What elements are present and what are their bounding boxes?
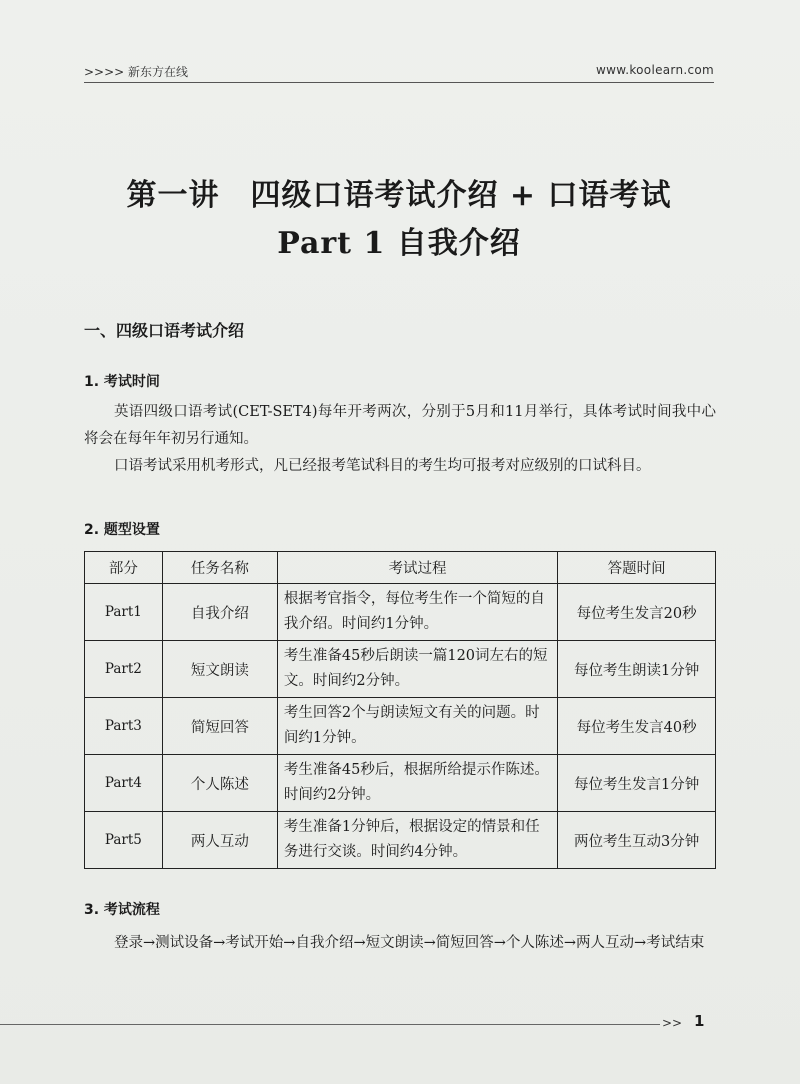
process-cell: 根据考官指令，每位考生作一个简短的自我介绍。时间约1分钟。 — [277, 584, 557, 641]
process-cell: 考生准备45秒后朗读一篇120词左右的短文。时间约2分钟。 — [277, 641, 557, 698]
time-cell: 每位考生朗读1分钟 — [558, 641, 716, 698]
column-header: 答题时间 — [558, 552, 716, 584]
header-brand: >>>> 新东方在线 — [84, 65, 189, 79]
question-types-heading: 2. 题型设置 — [84, 522, 160, 538]
exam-structure-table — [84, 551, 716, 869]
column-header: 部分 — [85, 552, 163, 584]
page-number: 1 — [694, 1012, 705, 1030]
footer-arrows: >> — [662, 1016, 683, 1030]
column-header: 任务名称 — [162, 552, 277, 584]
process-cell: 考生准备1分钟后，根据设定的情景和任务进行交谈。时间约4分钟。 — [277, 812, 557, 869]
exam-time-paragraph-1: 英语四级口语考试(CET-SET4)每年开考两次，分别于5月和11月举行，具体考试时间我中心将会在每年年初另行通知。 — [84, 404, 716, 447]
table-row — [85, 698, 716, 755]
column-header: 考试过程 — [277, 552, 557, 584]
lecture-subtitle: Part 1 自我介绍 — [277, 226, 521, 261]
table-row — [85, 641, 716, 698]
lecture-title: 第一讲 四级口语考试介绍 + 口语考试 — [126, 178, 672, 213]
part-cell: Part1 — [85, 584, 163, 641]
time-cell: 每位考生发言40秒 — [558, 698, 716, 755]
header-rule — [84, 82, 714, 83]
time-cell: 两位考生互动3分钟 — [558, 812, 716, 869]
table-row — [85, 584, 716, 641]
header-url: www.koolearn.com — [595, 63, 714, 77]
exam-flow-text: 登录→测试设备→考试开始→自我介绍→短文朗读→简短回答→个人陈述→两人互动→考试结束 — [114, 935, 705, 951]
section-heading: 一、四级口语考试介绍 — [84, 321, 245, 340]
time-cell: 每位考生发言20秒 — [558, 584, 716, 641]
table-row — [85, 812, 716, 869]
task-name-cell: 自我介绍 — [162, 584, 277, 641]
task-name-cell: 个人陈述 — [162, 755, 277, 812]
running-header — [84, 63, 714, 83]
task-name-cell: 两人互动 — [162, 812, 277, 869]
part-cell: Part5 — [85, 812, 163, 869]
part-cell: Part4 — [85, 755, 163, 812]
process-cell: 考生回答2个与朗读短文有关的问题。时间约1分钟。 — [277, 698, 557, 755]
task-name-cell: 短文朗读 — [162, 641, 277, 698]
part-cell: Part2 — [85, 641, 163, 698]
table-header-row — [85, 552, 716, 584]
exam-flow-heading: 3. 考试流程 — [84, 902, 160, 918]
time-cell: 每位考生发言1分钟 — [558, 755, 716, 812]
exam-time-heading: 1. 考试时间 — [84, 374, 160, 390]
exam-time-paragraph-2: 口语考试采用机考形式，凡已经报考笔试科目的考生均可报考对应级别的口试科目。 — [114, 458, 651, 474]
process-cell: 考生准备45秒后，根据所给提示作陈述。时间约2分钟。 — [277, 755, 557, 812]
part-cell: Part3 — [85, 698, 163, 755]
footer-rule — [0, 1024, 660, 1025]
table-row — [85, 755, 716, 812]
task-name-cell: 简短回答 — [162, 698, 277, 755]
